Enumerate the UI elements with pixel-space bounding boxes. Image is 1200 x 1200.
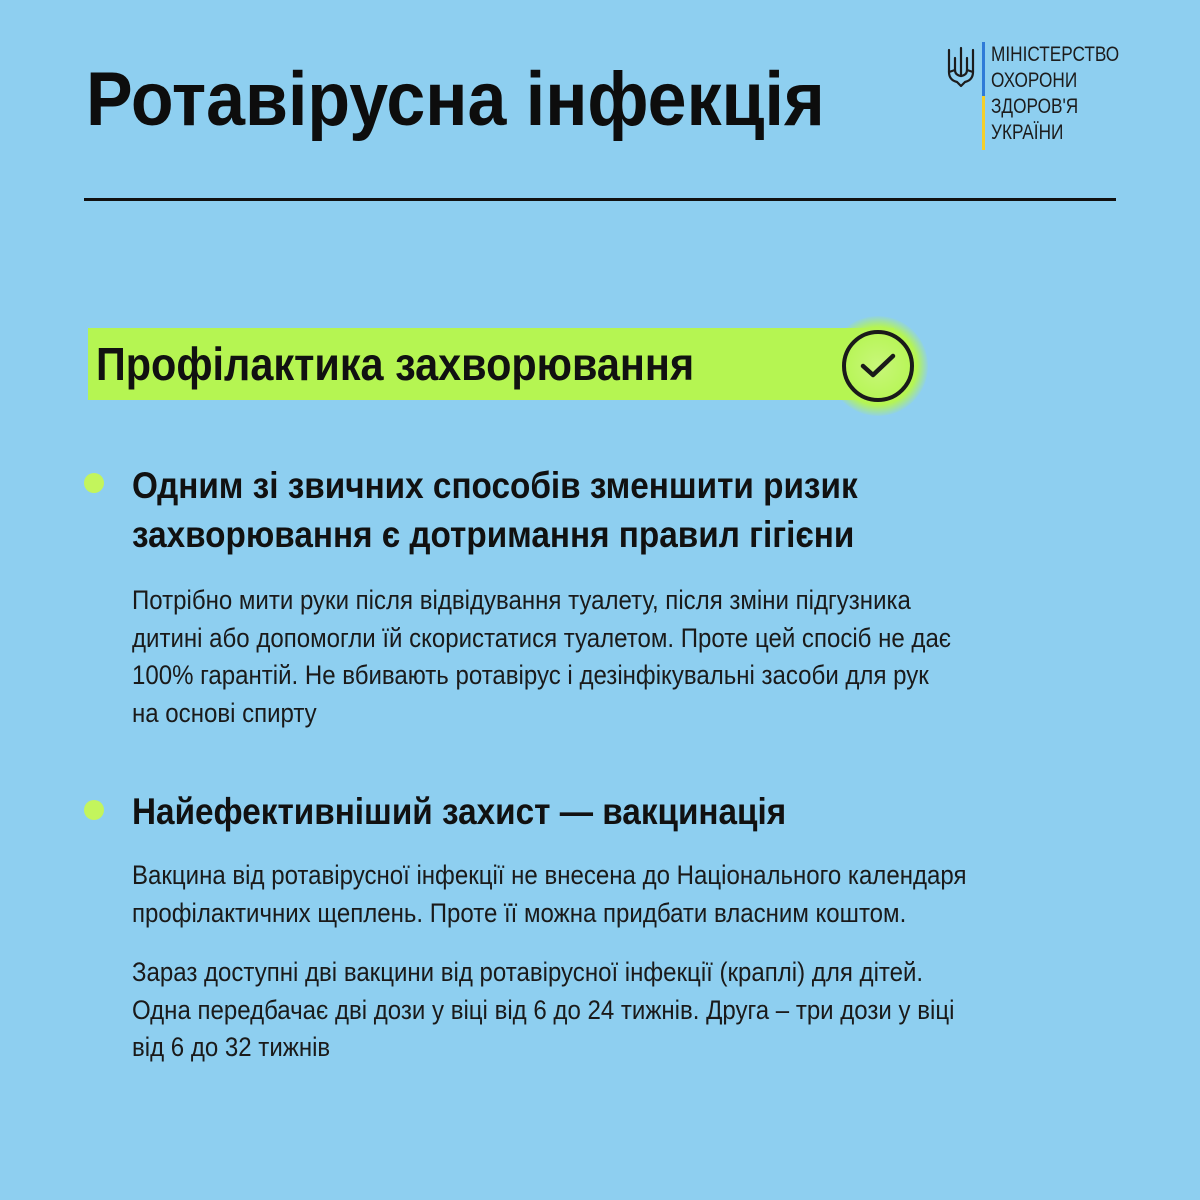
item-title-line: Найефективніший захист — вакцинація [132, 791, 787, 832]
header-divider [84, 198, 1116, 201]
item-title-line: Одним зі звичних способів зменшити ризик [132, 465, 858, 506]
paragraph-line: Вакцина від ротавірусної інфекції не внесена до Національного календаря [132, 860, 967, 890]
check-badge [828, 316, 928, 416]
paragraph-line: Зараз доступні дві вакцини від ротавірусної інфекції (краплі) для дітей. [132, 957, 924, 987]
ministry-name-line: ЗДОРОВ'Я [991, 95, 1079, 118]
paragraph-line: Одна передбачає дві дози у віці від 6 до 24 тижнів. Друга – три дози у віці [132, 994, 955, 1025]
section-heading-box [88, 328, 894, 400]
paragraph-line: дитині або допомогли їй скористатися туалетом. Проте цей спосіб не дає [132, 622, 952, 653]
paragraph-line: профілактичних щеплень. Проте її можна придбати власним коштом. [132, 897, 907, 928]
paragraph-line: від 6 до 32 тижнів [132, 1032, 331, 1062]
checkmark-icon [858, 351, 898, 381]
check-circle-icon [842, 330, 914, 402]
bullet-dot [84, 473, 104, 493]
section-heading: Профілактика захворювання [96, 338, 695, 390]
ministry-name-line: ОХОРОНИ [991, 69, 1078, 92]
ministry-name-line: МІНІСТЕРСТВО [991, 43, 1120, 66]
paragraph-line: на основі спирту [132, 697, 317, 728]
paragraph-line: 100% гарантій. Не вбивають ротавірус і дезінфікувальні засоби для рук [132, 660, 929, 690]
item-title [132, 787, 786, 836]
item-paragraph [132, 857, 966, 932]
ministry-logo [946, 42, 1147, 150]
ministry-name [991, 42, 1119, 146]
item-title [132, 461, 858, 559]
trident-icon [946, 46, 976, 88]
paragraph-line: Потрібно мити руки після відвідування туалету, після зміни підгузника [132, 585, 911, 615]
item-paragraph [132, 582, 951, 732]
item-title-line: захворювання є дотримання правил гігієни [132, 514, 855, 555]
ministry-name-line: УКРАЇНИ [991, 121, 1064, 144]
page-title: Ротавірусна інфекція [86, 57, 825, 142]
item-paragraph [132, 954, 954, 1067]
bullet-dot [84, 800, 104, 820]
logo-divider [982, 42, 985, 150]
